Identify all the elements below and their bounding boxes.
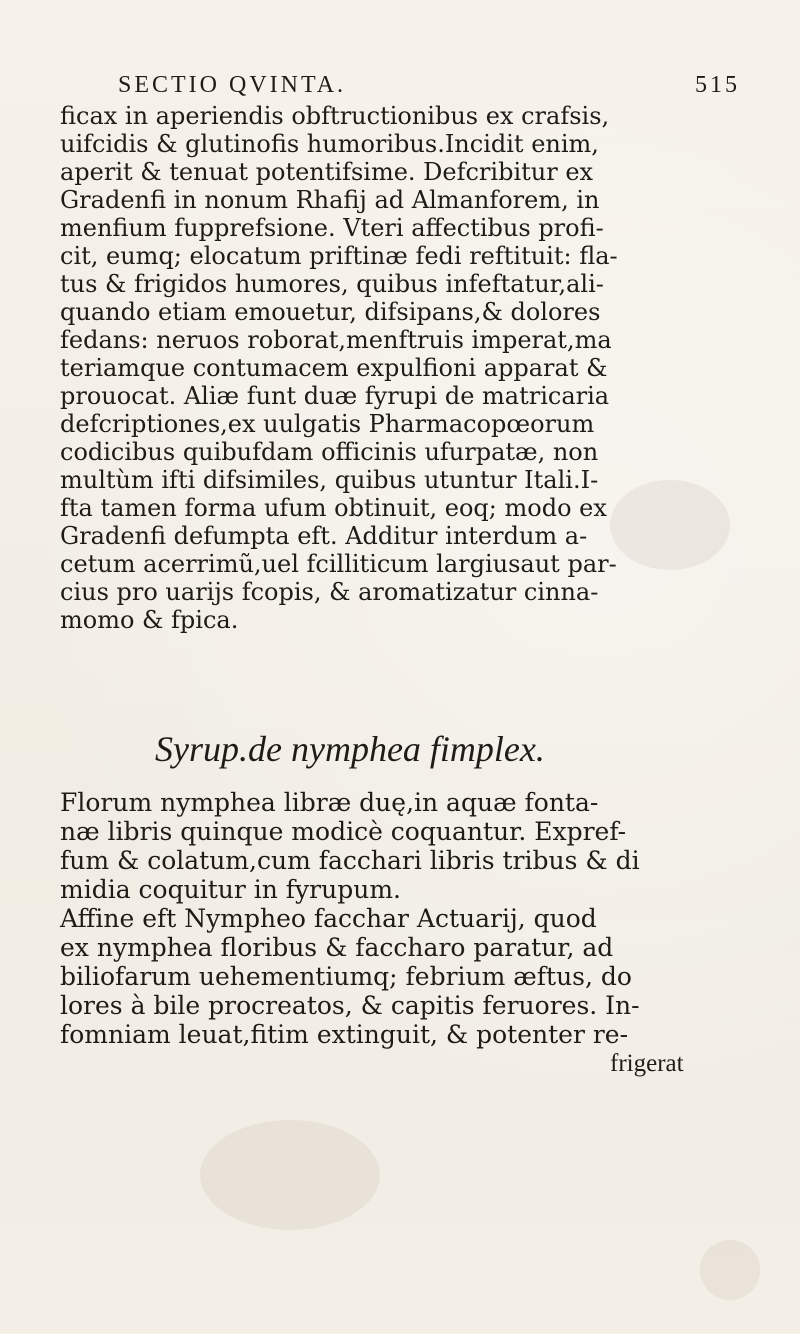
paper-stain xyxy=(200,1120,380,1230)
text-line: cetum acerrimũ,uel fcilliticum largiusaut par- xyxy=(60,550,617,578)
recipe-text-block xyxy=(60,788,760,1049)
text-line: cit, eumq; elocatum priftinæ fedi reftituit: fla- xyxy=(60,242,618,270)
recipe-line: fum & colatum,cum facchari libris tribus & di xyxy=(60,846,640,875)
text-line: defcriptiones,ex uulgatis Pharmacopœorum xyxy=(60,410,595,438)
text-line: teriamque contumacem expulfioni apparat & xyxy=(60,354,608,382)
text-line: codicibus quibufdam officinis ufurpatæ, non xyxy=(60,438,599,466)
section-heading: Syrup.de nymphea fimplex. xyxy=(155,729,545,769)
text-line: tus & frigidos humores, quibus infeftatur,ali- xyxy=(60,270,604,298)
text-line: prouocat. Aliæ funt duæ fyrupi de matricaria xyxy=(60,382,610,410)
catchword: frigerat xyxy=(610,1050,684,1077)
text-line: menfium fupprefsione. Vteri affectibus profi- xyxy=(60,214,604,242)
text-line: aperit & tenuat potentifsime. Defcribitur ex xyxy=(60,158,594,186)
text-line: Gradenfi defumpta eft. Additur interdum a- xyxy=(60,522,588,550)
text-line: multùm ifti difsimiles, quibus utuntur Itali.I- xyxy=(60,466,599,494)
text-line: Gradenfi in nonum Rhafij ad Almanforem, in xyxy=(60,186,600,214)
recipe-line: Florum nymphea libræ duę,in aquæ fonta- xyxy=(60,788,599,817)
main-text-block xyxy=(60,102,760,634)
recipe-line: lores à bile procreatos, & capitis feruores. In- xyxy=(60,991,640,1020)
recipe-line: næ libris quinque modicè coquantur. Expref- xyxy=(60,817,627,846)
running-title: SECTIO QVINTA. xyxy=(118,72,347,98)
text-line: ficax in aperiendis obftructionibus ex crafsis, xyxy=(60,102,610,130)
recipe-line: midia coquitur in fyrupum. xyxy=(60,875,401,904)
text-line: cius pro uarijs fcopis, & aromatizatur cinna- xyxy=(60,578,599,606)
text-line: fta tamen forma ufum obtinuit, eoq; modo ex xyxy=(60,494,607,522)
text-line: fedans: neruos roborat,menftruis imperat,ma xyxy=(60,326,612,354)
recipe-line: biliofarum uehementiumq; febrium æftus, do xyxy=(60,962,632,991)
recipe-line: fomniam leuat,fitim extinguit, & potenter re- xyxy=(60,1020,629,1049)
text-line: momo & fpica. xyxy=(60,606,239,634)
text-line: uifcidis & glutinofis humoribus.Incidit enim, xyxy=(60,130,599,158)
text-line: quando etiam emouetur, difsipans,& dolores xyxy=(60,298,601,326)
paper-stain xyxy=(700,1240,760,1300)
recipe-line: Affine eft Nympheo facchar Actuarij, quod xyxy=(60,904,597,933)
page-number: 515 xyxy=(695,72,740,98)
recipe-line: ex nymphea floribus & faccharo paratur, ad xyxy=(60,933,614,962)
